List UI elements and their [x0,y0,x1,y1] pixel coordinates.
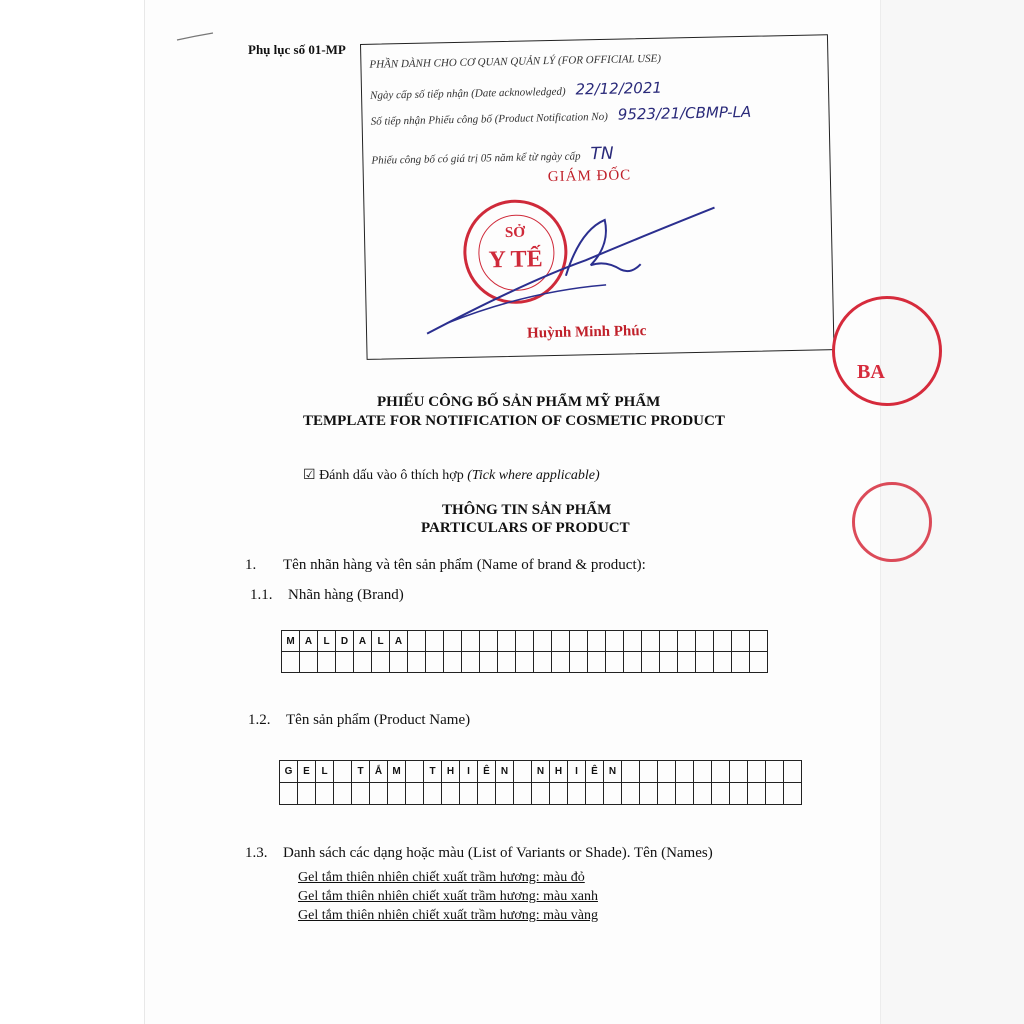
grid-cell: N [604,761,622,783]
grid-cell [514,783,532,805]
grid-cell [748,761,766,783]
initials: TN [590,143,614,165]
item-1-2-number: 1.2. [248,712,271,728]
section-title-en: PARTICULARS OF PRODUCT [421,520,630,536]
grid-cell: H [442,761,460,783]
grid-cell [478,783,496,805]
variant-item: Gel tắm thiên nhiên chiết xuất trầm hương: màu đỏ [298,870,585,885]
grid-cell [588,631,606,652]
grid-cell [622,783,640,805]
grid-cell [640,783,658,805]
grid-cell [426,652,444,673]
grid-cell: A [390,631,408,652]
grid-cell [498,631,516,652]
pen-mark [175,30,215,44]
grid-cell [390,652,408,673]
variant-item: Gel tắm thiên nhiên chiết xuất trầm hương: màu xanh [298,889,598,904]
grid-cell [514,761,532,783]
grid-cell [694,783,712,805]
grid-cell [624,631,642,652]
grid-cell [678,631,696,652]
grid-cell [552,631,570,652]
grid-cell [676,783,694,805]
grid-cell [354,652,372,673]
edge-seal-text: BA [857,361,885,383]
grid-cell [406,761,424,783]
grid-cell [372,652,390,673]
validity-text: Phiếu công bố có giá trị 05 năm kể từ ngày cấp [371,150,581,167]
grid-cell: A [354,631,372,652]
grid-cell [694,761,712,783]
grid-cell [730,783,748,805]
grid-cell [604,783,622,805]
grid-cell [408,631,426,652]
edge-seal-upper [832,296,942,406]
grid-cell [606,631,624,652]
grid-cell [426,631,444,652]
appendix-label: Phụ lục số 01-MP [248,42,346,57]
grid-cell [534,631,552,652]
grid-cell [730,761,748,783]
item-1-3-label: Danh sách các dạng hoặc màu (List of Variants or Shade). Tên (Names) [283,845,713,861]
validity-row [371,144,614,169]
grid-cell [712,761,730,783]
notification-no-row [370,103,751,129]
official-use-box [360,34,835,360]
grid-cell [462,652,480,673]
grid-cell [570,652,588,673]
grid-cell [516,631,534,652]
grid-cell [624,652,642,673]
director-title: GIÁM ĐỐC [547,167,632,186]
date-acknowledged-row [370,79,662,103]
grid-cell [552,652,570,673]
grid-cell: M [388,761,406,783]
title-vietnamese: PHIẾU CÔNG BỐ SẢN PHẨM MỸ PHẨM [377,394,661,410]
grid-cell [280,783,298,805]
grid-cell [424,783,442,805]
grid-cell: A [300,631,318,652]
item-1-1 [250,587,404,604]
grid-cell [784,783,802,805]
date-acknowledged-label: Ngày cấp số tiếp nhận (Date acknowledged) [369,85,566,102]
notification-no-value: 9523/21/CBMP-LA [617,102,752,124]
grid-cell [460,783,478,805]
grid-cell: Ê [586,761,604,783]
tick-instruction-vi: Đánh dấu vào ô thích hợp [319,468,464,483]
edge-seal-lower [852,482,932,562]
variant-item: Gel tắm thiên nhiên chiết xuất trầm hương: màu vàng [298,908,598,923]
title-english: TEMPLATE FOR NOTIFICATION OF COSMETIC PRODUCT [303,413,725,429]
grid-cell [282,652,300,673]
grid-cell [660,652,678,673]
grid-cell: N [496,761,514,783]
official-header: PHẦN DÀNH CHO CƠ QUAN QUẢN LÝ (FOR OFFICIAL USE) [369,52,662,71]
grid-cell [696,631,714,652]
grid-cell [676,761,694,783]
grid-cell: M [282,631,300,652]
checkbox-checked-icon: ☑ [303,467,316,483]
brand-letter-grid [281,630,768,673]
grid-cell [496,783,514,805]
grid-cell [732,652,750,673]
grid-cell [696,652,714,673]
grid-cell: Ắ [370,761,388,783]
item-1-number: 1. [245,557,257,573]
grid-cell [748,783,766,805]
grid-cell [534,652,552,673]
grid-cell [336,652,354,673]
grid-cell [550,783,568,805]
grid-cell [586,783,604,805]
item-1 [245,557,646,574]
grid-cell [300,652,318,673]
product-letter-grid [279,760,802,805]
director-name: Huỳnh Minh Phúc [526,323,647,342]
grid-cell [316,783,334,805]
grid-cell [406,783,424,805]
grid-cell [334,783,352,805]
grid-cell [732,631,750,652]
grid-cell [750,631,768,652]
item-1-2 [248,712,470,729]
grid-cell [642,652,660,673]
grid-cell [370,783,388,805]
grid-cell [462,631,480,652]
grid-cell: E [298,761,316,783]
grid-cell [658,783,676,805]
grid-cell [408,652,426,673]
grid-cell [714,631,732,652]
grid-cell [352,783,370,805]
grid-cell [570,631,588,652]
grid-cell: L [316,761,334,783]
notification-no-label: Số tiếp nhận Phiếu công bố (Product Notification No) [370,110,609,128]
grid-cell [784,761,802,783]
item-1-1-number: 1.1. [250,587,273,603]
grid-cell [658,761,676,783]
grid-cell [642,631,660,652]
item-1-3 [245,845,713,862]
grid-cell [588,652,606,673]
grid-cell [622,761,640,783]
grid-cell: H [550,761,568,783]
grid-cell [678,652,696,673]
grid-cell [766,761,784,783]
item-1-2-label: Tên sản phẩm (Product Name) [286,712,471,728]
seal-text-line1: SỞ [504,224,526,242]
grid-cell: T [352,761,370,783]
grid-cell: N [532,761,550,783]
grid-cell [498,652,516,673]
grid-cell: D [336,631,354,652]
grid-cell [442,783,460,805]
tick-instruction-en: (Tick where applicable) [467,468,600,483]
item-1-label: Tên nhãn hàng và tên sản phẩm (Name of brand & product): [283,557,646,573]
seal-text-line2: Y TẾ [488,246,543,274]
grid-cell: I [460,761,478,783]
grid-cell [750,652,768,673]
grid-cell [640,761,658,783]
grid-cell [444,631,462,652]
grid-cell [714,652,732,673]
date-acknowledged-value: 22/12/2021 [575,78,663,99]
grid-cell: Ê [478,761,496,783]
item-1-1-label: Nhãn hàng (Brand) [288,587,404,603]
grid-cell [298,783,316,805]
item-1-3-number: 1.3. [245,845,268,861]
grid-cell [334,761,352,783]
grid-cell: I [568,761,586,783]
grid-cell [480,631,498,652]
grid-cell [766,783,784,805]
grid-cell [532,783,550,805]
grid-cell [318,652,336,673]
section-title-vi: THÔNG TIN SẢN PHẨM [442,502,612,518]
grid-cell [712,783,730,805]
grid-cell [516,652,534,673]
grid-cell: L [372,631,390,652]
director-signature [404,187,727,344]
grid-cell: T [424,761,442,783]
grid-cell [388,783,406,805]
grid-cell [568,783,586,805]
grid-cell [660,631,678,652]
grid-cell [444,652,462,673]
grid-cell: L [318,631,336,652]
grid-cell: G [280,761,298,783]
grid-cell [606,652,624,673]
grid-cell [480,652,498,673]
tick-instruction [303,467,600,484]
